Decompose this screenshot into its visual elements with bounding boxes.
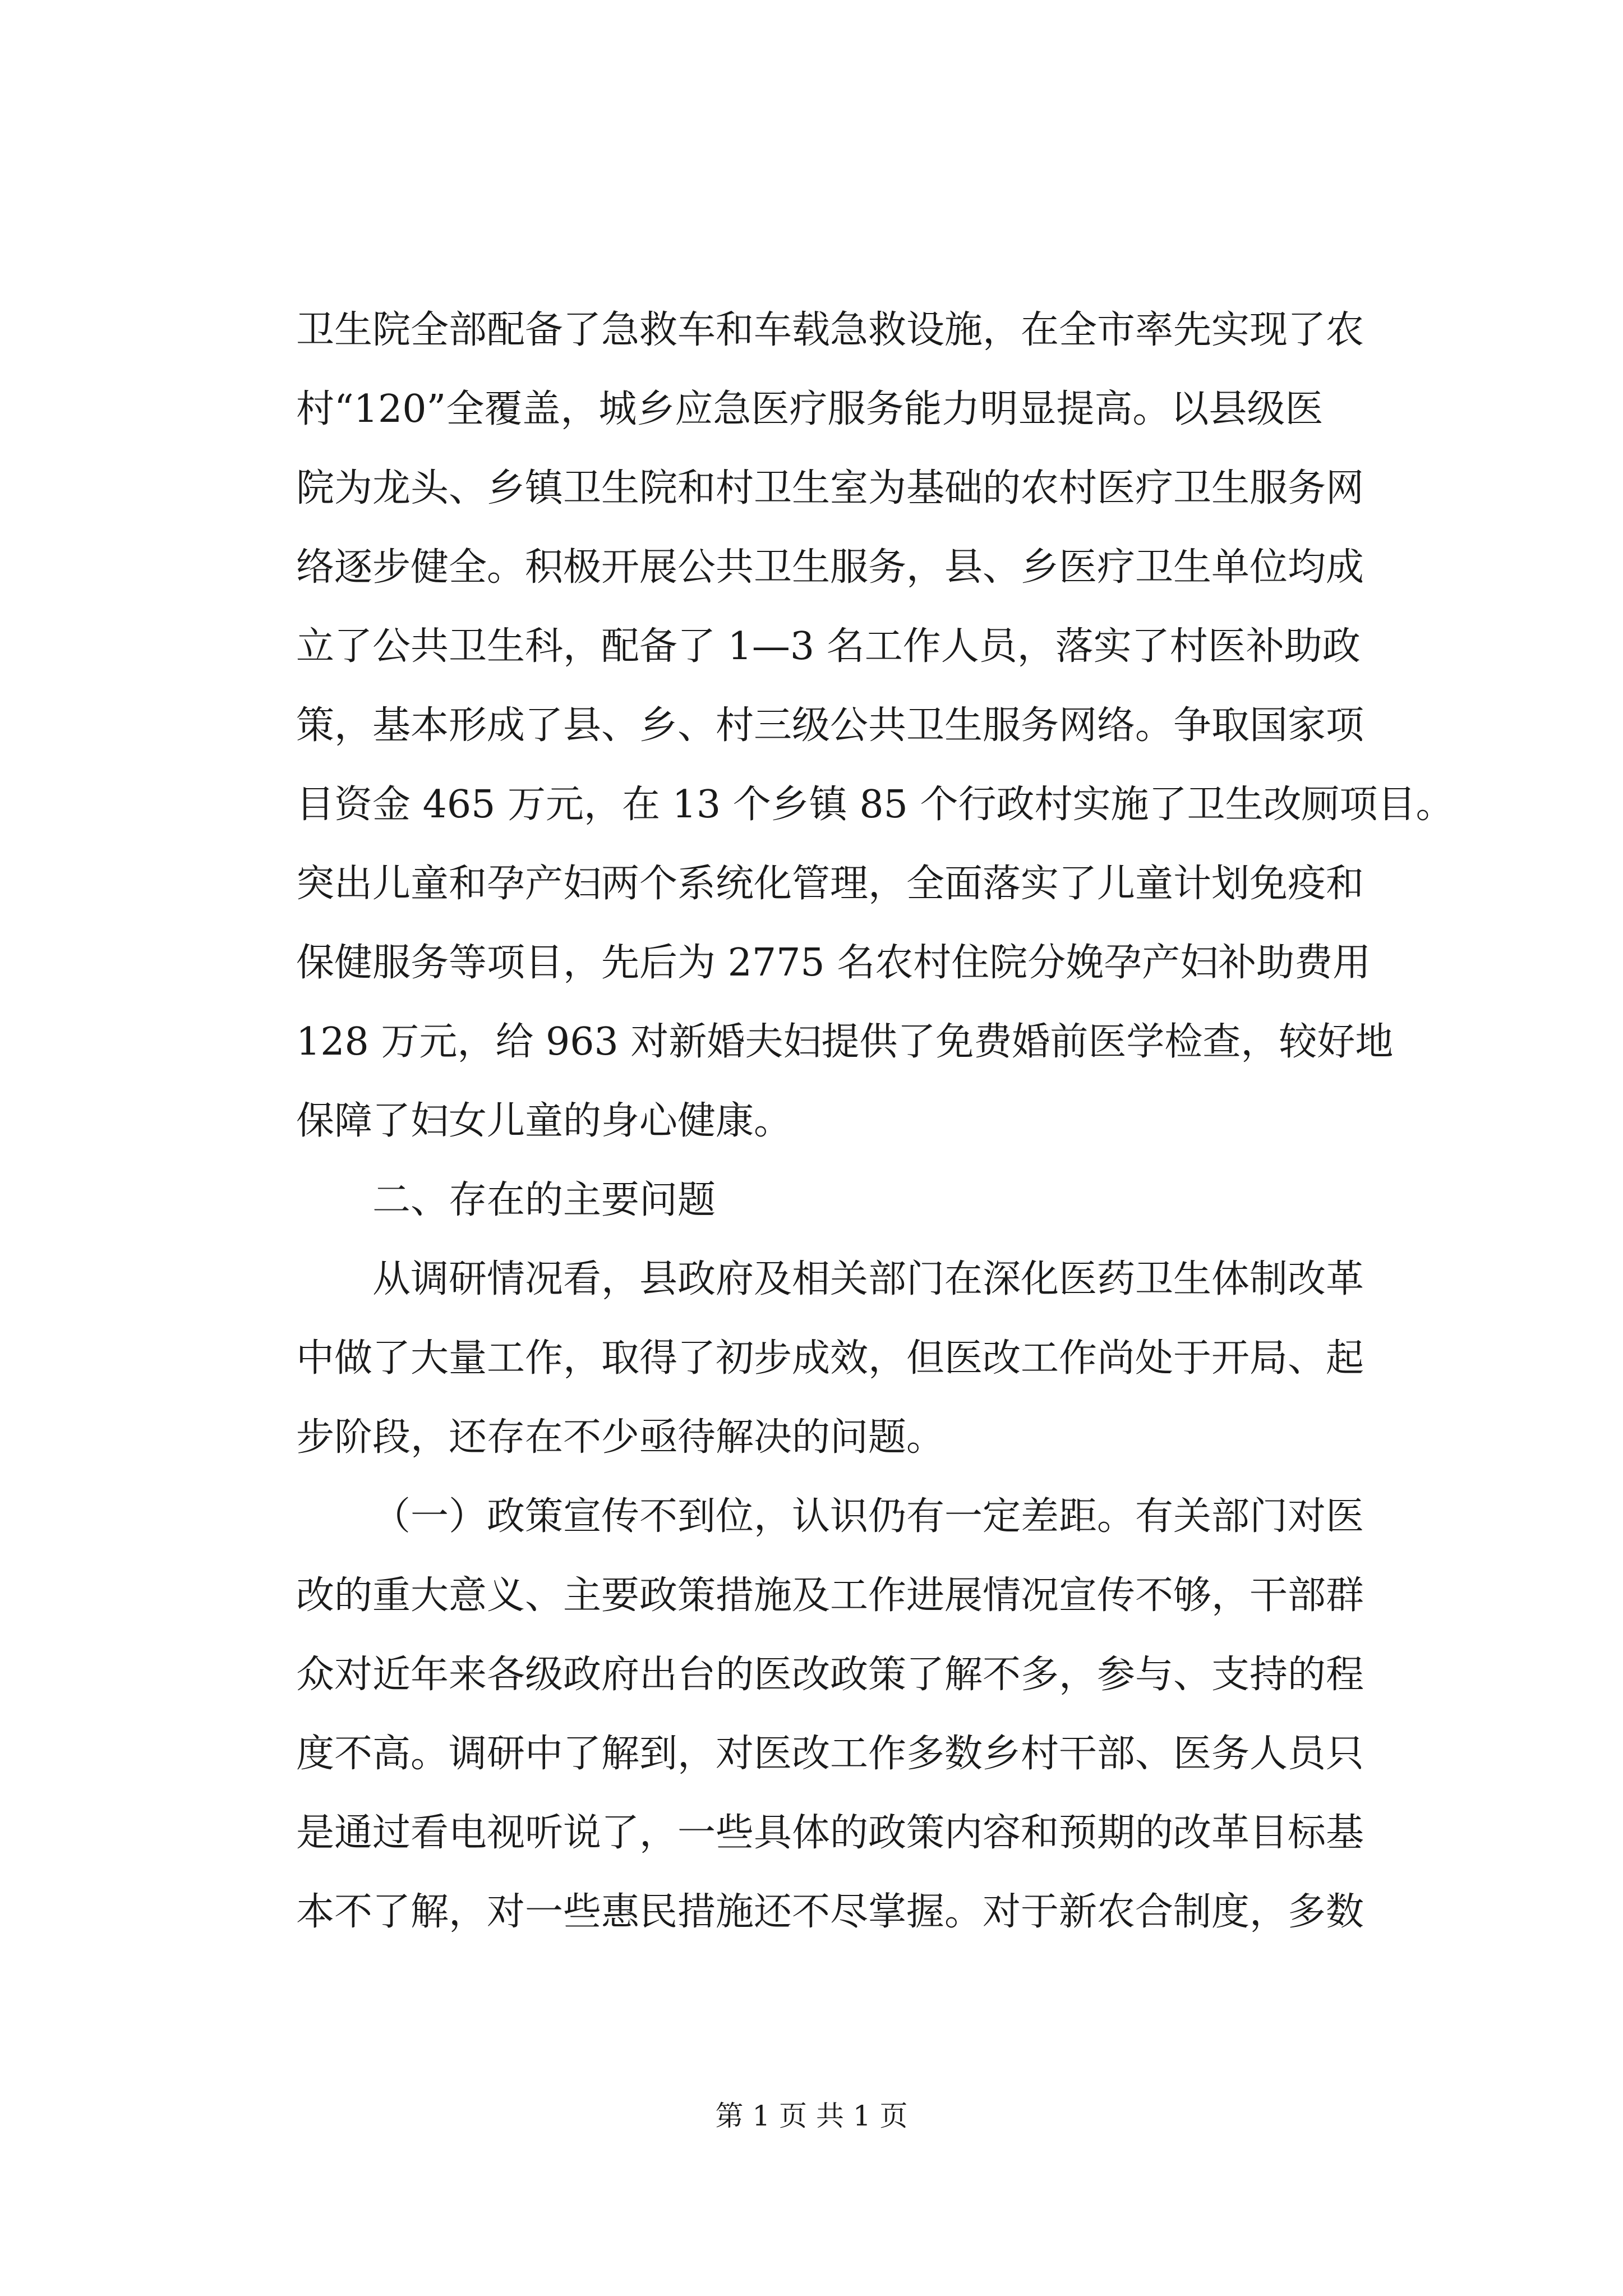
text-line: 村“120”全覆盖，城乡应急医疗服务能力明显提高。以县级医 xyxy=(296,387,1324,431)
text-line: 从调研情况看，县政府及相关部门在深化医药卫生体制改革 xyxy=(372,1257,1364,1301)
text-line: 目资金 465 万元，在 13 个乡镇 85 个行政村实施了卫生改厕项目。 xyxy=(296,783,1454,827)
text-line: 改的重大意义、主要政策措施及工作进展情况宣传不够，干部群 xyxy=(296,1573,1364,1618)
page-footer: 第 1 页 共 1 页 xyxy=(715,2100,908,2132)
text-line: 保健服务等项目，先后为 2775 名农村住院分娩孕产妇补助费用 xyxy=(296,941,1371,985)
text-line: 128 万元，给 963 对新婚夫妇提供了免费婚前医学检查，较好地 xyxy=(296,1020,1394,1064)
text-line: 络逐步健全。积极开展公共卫生服务，县、乡医疗卫生单位均成 xyxy=(296,545,1364,590)
text-line: 步阶段，还存在不少亟待解决的问题。 xyxy=(296,1415,945,1460)
text-line: 本不了解，对一些惠民措施还不尽掌握。对于新农合制度，多数 xyxy=(296,1890,1364,1934)
text-line: 是通过看电视听说了，一些具体的政策内容和预期的改革目标基 xyxy=(296,1811,1364,1855)
body-text xyxy=(296,291,1454,1952)
text-line: 突出儿童和孕产妇两个系统化管理，全面落实了儿童计划免疫和 xyxy=(296,862,1364,906)
text-line: （一）政策宣传不到位，认识仍有一定差距。有关部门对医 xyxy=(372,1494,1364,1539)
text-line: 卫生院全部配备了急救车和车载急救设施，在全市率先实现了农 xyxy=(296,308,1364,352)
text-line: 保障了妇女儿童的身心健康。 xyxy=(296,1099,792,1143)
text-line: 策，基本形成了县、乡、村三级公共卫生服务网络。争取国家项 xyxy=(296,703,1364,748)
text-line: 众对近年来各级政府出台的医改政策了解不多，参与、支持的程 xyxy=(296,1653,1364,1697)
text-line: 度不高。调研中了解到，对医改工作多数乡村干部、医务人员只 xyxy=(296,1732,1364,1776)
text-line: 立了公共卫生科，配备了 1—3 名工作人员，落实了村医补助政 xyxy=(296,624,1361,669)
text-line: 院为龙头、乡镇卫生院和村卫生室为基础的农村医疗卫生服务网 xyxy=(296,466,1364,510)
text-line: 中做了大量工作，取得了初步成效，但医改工作尚处于开局、起 xyxy=(296,1336,1364,1381)
text-line: 二、存在的主要问题 xyxy=(372,1178,716,1222)
